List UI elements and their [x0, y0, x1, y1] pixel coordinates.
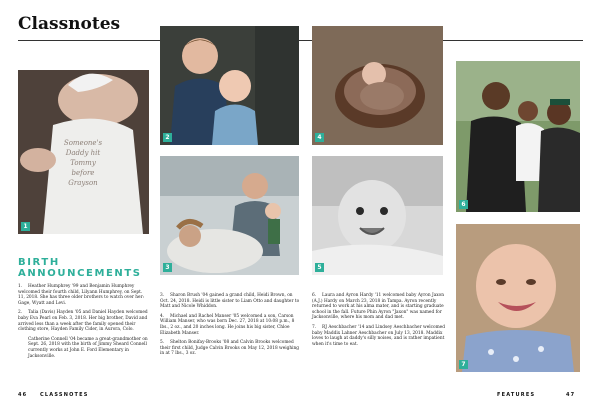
- header-rule: [18, 40, 583, 41]
- photo-3-image: [160, 156, 299, 275]
- footer-right-section: FEATURES: [497, 392, 536, 398]
- svg-text:Daddy hit: Daddy hit: [65, 149, 101, 157]
- note-item: 7. RJ Aeschbacher '14 and Lindsey Aeschbacher welcomed baby Maddix Lahner Aeschbacher on July 13, 2018. Maddix loves to laugh at daddy's silly noises, and is rather impatient when it's time to eat.: [312, 324, 445, 347]
- note-item: Catherine Connell '04 became a great-grandmother on Sept. 26, 2018 with the birth of Jimmy Sheard Connell currently works at John E. Ford Elementary in Jacksonville.: [28, 336, 148, 359]
- svg-text:Grayson: Grayson: [68, 179, 98, 187]
- notes-column-3: [312, 293, 447, 351]
- photo-2-image: [160, 26, 299, 145]
- photo-badge: 2: [163, 133, 172, 142]
- footer-left-section: CLASSNOTES: [40, 392, 89, 398]
- notes-column-1: [18, 284, 148, 363]
- photo-badge: 7: [459, 360, 468, 369]
- photo-4-image: [312, 26, 443, 145]
- photo-badge: 5: [315, 263, 324, 272]
- section-heading: BIRTH ANNOUNCEMENTS: [18, 257, 142, 279]
- photo-1: [18, 70, 149, 234]
- photo-7: [456, 224, 580, 372]
- photo-5: [312, 156, 443, 275]
- photo-1-image: [18, 70, 149, 234]
- photo-badge: 3: [163, 263, 172, 272]
- footer-left-page-number: 46: [18, 392, 28, 398]
- photo-badge: 6: [459, 200, 468, 209]
- note-item: 2. Talia (Davis) Hayden '05 and Daniel Hayden welcomed baby Eva Pearl on Feb. 3, 2018. Her big brother, David and arrived less than a week after the family opened their clothing store, Hayden Family Cider, in Aurora, Colo.: [18, 310, 148, 333]
- svg-text:Someone's: Someone's: [63, 139, 103, 147]
- notes-column-2: [160, 293, 300, 361]
- photo-4: [312, 26, 443, 145]
- photo-5-image: [312, 156, 443, 275]
- photo-7-image: [456, 224, 580, 372]
- photo-badge: 4: [315, 133, 324, 142]
- footer-right-page-number: 47: [566, 392, 576, 398]
- svg-text:before: before: [71, 169, 95, 177]
- photo-6: [456, 61, 580, 212]
- photo-6-image: [456, 61, 580, 212]
- note-item: 6. Laura and Ayron Hardy '11 welcomed baby Ayron Jaxon (A.J.) Hardy on March 23, 2018 in Tampa. Ayron recently returned to work at his alma mater, and is starting graduate school in the fall. Future Phin Ayron "Jaxon" was named for Jacksonville, where his mom and dad met.: [312, 293, 445, 321]
- note-item: 3. Sharon Brush '04 gained a grand child, Heidi Brown, on Oct. 24, 2018. Heidi is little sister to Liam Otto and daughter to Matt and Nicole Whiddon.: [160, 293, 300, 310]
- svg-text:Tommy: Tommy: [70, 159, 96, 167]
- note-item: 4. Michael and Rachel Manser '05 welcomed a son, Carson William Manser, who was born Dec. 27, 2018 at 10:08 p.m., 8 lbs., 2 oz., and 20 inches long. He joins his big sister, Chloe Elizabeth Manser.: [160, 313, 295, 336]
- page-title: Classnotes: [18, 14, 121, 34]
- note-item: 5. Shelton Bonifay-Brooks '08 and Calvin Brooks welcomed their first child, Judge Calvin Brooks on May 12, 2018 weighing in at 7 lbs., 3 oz.: [160, 340, 300, 357]
- note-item: 1. Heather Humphrey '99 and Benjamin Humphrey welcomed their fourth child, Lilyann Humphrey, on Sept. 11, 2018. She has three older brothers to watch over her: Gage, Wyatt and Levi.: [18, 284, 145, 306]
- photo-2: [160, 26, 299, 145]
- photo-badge: 1: [21, 222, 30, 231]
- photo-3: [160, 156, 299, 275]
